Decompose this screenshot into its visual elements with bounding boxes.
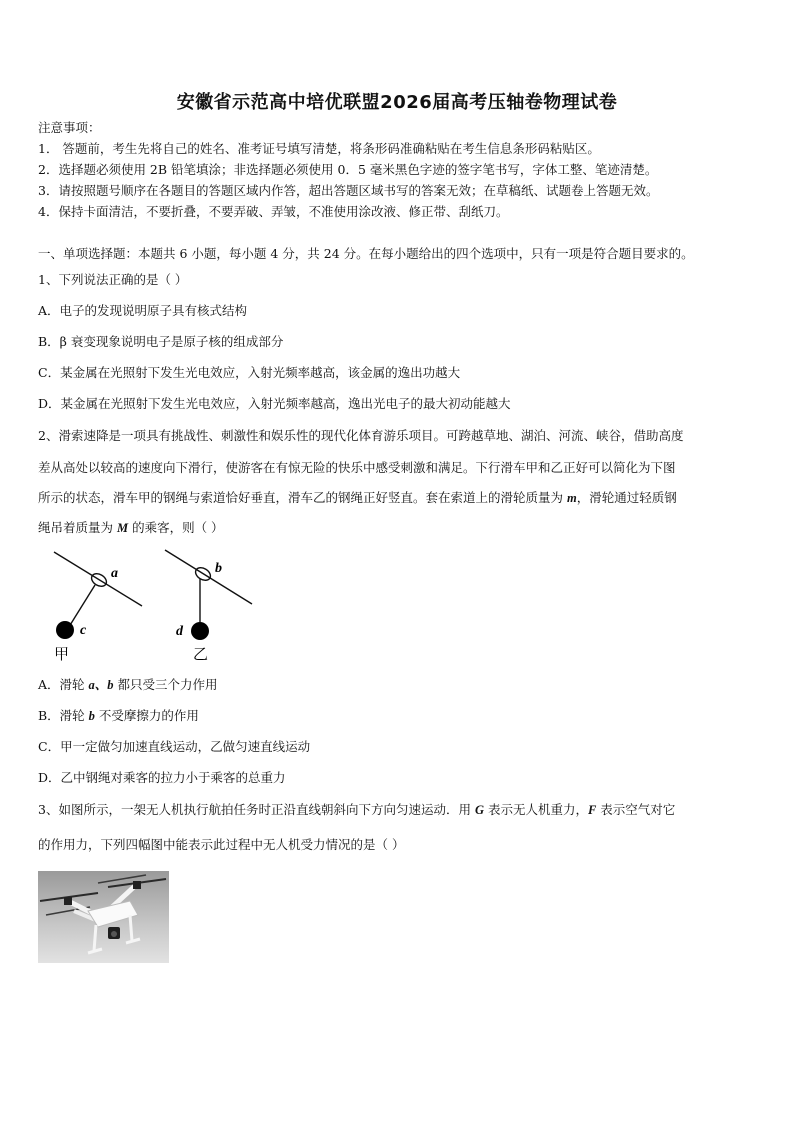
question-1-option-c: C．某金属在光照射下发生光电效应，入射光频率越高，该金属的逸出功越大 xyxy=(38,365,461,380)
question-1-option-d: D．某金属在光照射下发生光电效应，入射光频率越高，逸出光电子的最大初动能越大 xyxy=(38,396,511,411)
label-a: a xyxy=(111,566,118,581)
question-1-option-a: A．电子的发现说明原子具有核式结构 xyxy=(38,303,248,318)
caption-yi: 乙 xyxy=(193,647,209,663)
cable-right xyxy=(165,550,252,604)
label-d: d xyxy=(176,624,183,639)
var-g: G xyxy=(474,803,484,817)
question-2-line-2: 差从高处以较高的速度向下滑行，使游客在有惊无险的快乐中感受刺激和满足。下行滑车甲和乙正好可以简化为下图 xyxy=(38,460,676,475)
label-b: b xyxy=(215,561,222,576)
drone-photo xyxy=(38,871,169,963)
notice-item-2: 2．选择题必须使用 2B 铅笔填涂；非选择题必须使用 0．5 毫米黑色字迹的签字笔书写，字体工整、笔迹清楚。 xyxy=(38,162,658,177)
question-1-option-b: B．β 衰变现象说明电子是原子核的组成部分 xyxy=(38,334,284,349)
var-big-m: M xyxy=(116,521,129,535)
pulley-diagram xyxy=(38,542,268,667)
cable-left xyxy=(54,552,142,606)
notice-item-3: 3．请按照题号顺序在各题目的答题区域内作答，超出答题区域书写的答案无效；在草稿纸、试题卷上答题无效。 xyxy=(38,183,659,198)
question-1-stem: 1、下列说法正确的是（ ） xyxy=(38,272,188,287)
passenger-c xyxy=(56,621,74,639)
question-2-line-4: 绳吊着质量为 M 的乘客，则（ ） xyxy=(38,520,224,535)
notice-item-4: 4．保持卡面清洁，不要折叠，不要弄破、弄皱，不准使用涂改液、修正带、刮纸刀。 xyxy=(38,204,509,219)
question-2-option-a: A．滑轮 a、b 都只受三个力作用 xyxy=(38,677,218,692)
var-m: m xyxy=(566,491,577,505)
caption-jia: 甲 xyxy=(54,647,70,663)
question-2-option-c: C．甲一定做匀加速直线运动，乙做匀速直线运动 xyxy=(38,739,311,754)
question-2-line-3: 所示的状态，滑车甲的钢绳与索道恰好垂直，滑车乙的钢绳正好竖直。套在索道上的滑轮质量为 m，滑轮通过轻质钢 xyxy=(38,490,677,505)
notice-item-1: 1． 答题前，考生先将自己的姓名、准考证号填写清楚，将条形码准确粘贴在考生信息条形码粘贴区。 xyxy=(38,141,600,156)
label-c: c xyxy=(80,623,87,638)
page-title: 安徽省示范高中培优联盟2026届高考压轴卷物理试卷 xyxy=(176,92,618,113)
passenger-d xyxy=(191,622,209,640)
question-2-line-1: 2、滑索速降是一项具有挑战性、刺激性和娱乐性的现代化体育游乐项目。可跨越草地、湖泊、河流、峡谷，借助高度 xyxy=(38,428,684,443)
section-heading: 一、单项选择题：本题共 6 小题，每小题 4 分，共 24 分。在每小题给出的四个选项中，只有一项是符合题目要求的。 xyxy=(38,246,694,261)
question-3-line-2: 的作用力，下列四幅图中能表示此过程中无人机受力情况的是（ ） xyxy=(38,837,405,852)
question-3-line-1: 3、如图所示，一架无人机执行航拍任务时正沿直线朝斜向下方向匀速运动．用 G 表示无人机重力，F 表示空气对它 xyxy=(38,802,676,817)
question-2-option-d: D．乙中钢绳对乘客的拉力小于乘客的总重力 xyxy=(38,770,286,785)
notice-heading: 注意事项： xyxy=(38,120,101,135)
var-f: F xyxy=(587,803,597,817)
question-2-option-b: B．滑轮 b 不受摩擦力的作用 xyxy=(38,708,199,723)
